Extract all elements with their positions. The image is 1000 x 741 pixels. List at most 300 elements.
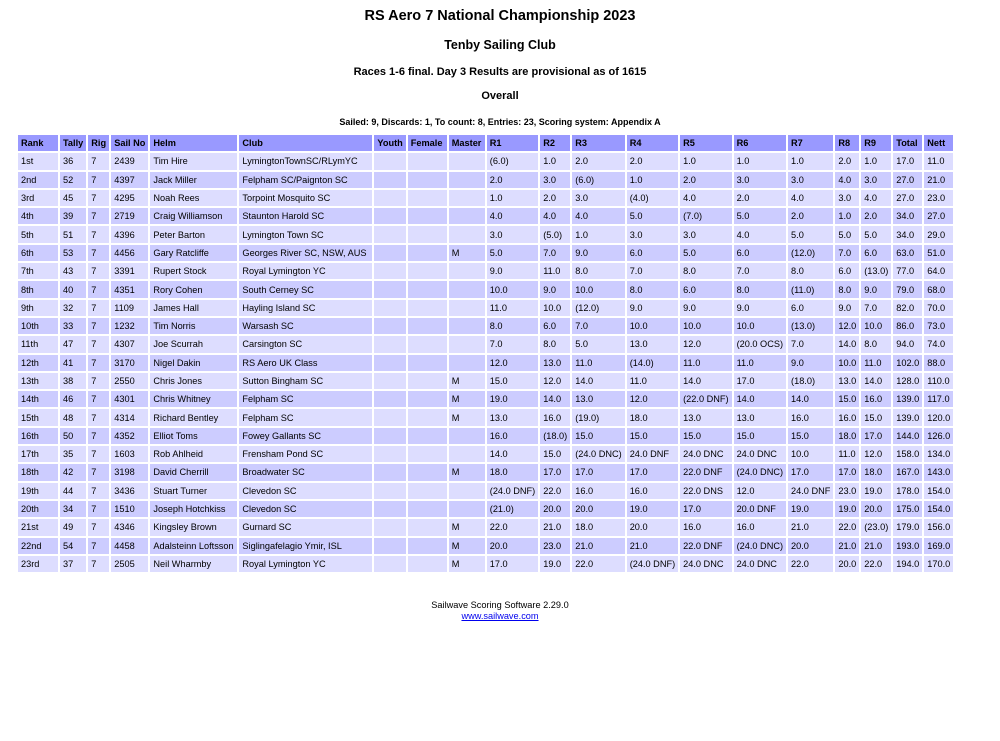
- cell-sail-no: 4396: [111, 226, 148, 242]
- cell-r4: 19.0: [627, 501, 678, 517]
- table-row: [18, 318, 953, 334]
- cell-r7: (12.0): [788, 245, 833, 261]
- series-summary: Sailed: 9, Discards: 1, To count: 8, Entries: 23, Scoring system: Appendix A: [339, 117, 661, 127]
- cell-youth: [374, 336, 405, 352]
- cell-nett: 29.0: [924, 226, 953, 242]
- cell-r8: 16.0: [835, 409, 859, 425]
- cell-helm: David Cherrill: [150, 464, 237, 480]
- cell-r8: 1.0: [835, 208, 859, 224]
- cell-rig: 7: [88, 226, 109, 242]
- cell-rig: 7: [88, 300, 109, 316]
- cell-club: Torpoint Mosquito SC: [239, 190, 372, 206]
- cell-r3: 20.0: [572, 501, 624, 517]
- cell-r4: (4.0): [627, 190, 678, 206]
- cell-r5: 13.0: [680, 409, 731, 425]
- cell-helm: Elliot Toms: [150, 428, 237, 444]
- table-row: [18, 464, 953, 480]
- cell-female: [408, 428, 447, 444]
- cell-rig: 7: [88, 501, 109, 517]
- cell-club: Siglingafelagio Ymir, ISL: [239, 538, 372, 554]
- cell-helm: Jack Miller: [150, 172, 237, 188]
- cell-helm: Rory Cohen: [150, 281, 237, 297]
- cell-r7: 15.0: [788, 428, 833, 444]
- section-title: Overall: [481, 90, 519, 102]
- cell-youth: [374, 263, 405, 279]
- cell-female: [408, 519, 447, 535]
- cell-r8: 2.0: [835, 153, 859, 169]
- cell-r8: 18.0: [835, 428, 859, 444]
- cell-r6: (24.0 DNC): [734, 464, 786, 480]
- cell-r4: 2.0: [627, 153, 678, 169]
- cell-r6: 7.0: [734, 263, 786, 279]
- cell-r7: 21.0: [788, 519, 833, 535]
- cell-rank: 22nd: [18, 538, 58, 554]
- cell-r5: (7.0): [680, 208, 731, 224]
- cell-r3: 21.0: [572, 538, 624, 554]
- cell-rig: 7: [88, 391, 109, 407]
- cell-r2: 21.0: [540, 519, 570, 535]
- cell-r4: 17.0: [627, 464, 678, 480]
- cell-r1: 2.0: [487, 172, 538, 188]
- cell-sail-no: 4314: [111, 409, 148, 425]
- cell-r1: 5.0: [487, 245, 538, 261]
- cell-r3: (12.0): [572, 300, 624, 316]
- cell-r3: 1.0: [572, 226, 624, 242]
- table-row: [18, 172, 953, 188]
- page-title: RS Aero 7 National Championship 2023: [364, 8, 636, 24]
- cell-r2: (18.0): [540, 428, 570, 444]
- cell-sail-no: 3436: [111, 483, 148, 499]
- cell-r5: 22.0 DNF: [680, 538, 731, 554]
- column-header-r4: R4: [627, 135, 678, 151]
- cell-youth: [374, 409, 405, 425]
- cell-r5: 17.0: [680, 501, 731, 517]
- cell-sail-no: 1603: [111, 446, 148, 462]
- cell-club: South Cerney SC: [239, 281, 372, 297]
- cell-rig: 7: [88, 373, 109, 389]
- cell-sail-no: 4307: [111, 336, 148, 352]
- cell-youth: [374, 208, 405, 224]
- cell-rank: 20th: [18, 501, 58, 517]
- cell-r1: 3.0: [487, 226, 538, 242]
- cell-r6: 3.0: [734, 172, 786, 188]
- cell-tally: 54: [60, 538, 86, 554]
- cell-r2: 17.0: [540, 464, 570, 480]
- cell-r8: 17.0: [835, 464, 859, 480]
- cell-r1: 17.0: [487, 556, 538, 572]
- table-row: [18, 355, 953, 371]
- cell-youth: [374, 428, 405, 444]
- cell-female: [408, 172, 447, 188]
- cell-r5: 24.0 DNC: [680, 556, 731, 572]
- cell-tally: 36: [60, 153, 86, 169]
- cell-r9: 22.0: [861, 556, 891, 572]
- cell-tally: 51: [60, 226, 86, 242]
- cell-female: [408, 263, 447, 279]
- cell-r7: 8.0: [788, 263, 833, 279]
- column-header-total: Total: [893, 135, 922, 151]
- cell-tally: 45: [60, 190, 86, 206]
- cell-r1: 10.0: [487, 281, 538, 297]
- cell-rig: 7: [88, 318, 109, 334]
- cell-master: [449, 501, 485, 517]
- cell-r2: 19.0: [540, 556, 570, 572]
- cell-r9: 17.0: [861, 428, 891, 444]
- cell-r5: 24.0 DNC: [680, 446, 731, 462]
- cell-r8: 6.0: [835, 263, 859, 279]
- cell-rank: 11th: [18, 336, 58, 352]
- cell-rank: 17th: [18, 446, 58, 462]
- cell-nett: 73.0: [924, 318, 953, 334]
- cell-sail-no: 2505: [111, 556, 148, 572]
- column-header-youth: Youth: [374, 135, 405, 151]
- cell-r7: 1.0: [788, 153, 833, 169]
- cell-rig: 7: [88, 263, 109, 279]
- cell-r7: 20.0: [788, 538, 833, 554]
- cell-r5: 9.0: [680, 300, 731, 316]
- cell-tally: 46: [60, 391, 86, 407]
- cell-r1: 19.0: [487, 391, 538, 407]
- cell-r9: (23.0): [861, 519, 891, 535]
- table-row: [18, 556, 953, 572]
- cell-r2: 2.0: [540, 190, 570, 206]
- cell-youth: [374, 373, 405, 389]
- cell-sail-no: 4346: [111, 519, 148, 535]
- cell-r4: 20.0: [627, 519, 678, 535]
- cell-total: 178.0: [893, 483, 922, 499]
- cell-helm: Neil Wharmby: [150, 556, 237, 572]
- cell-helm: Rob Ahlheid: [150, 446, 237, 462]
- table-row: [18, 373, 953, 389]
- cell-r3: 4.0: [572, 208, 624, 224]
- cell-r9: 14.0: [861, 373, 891, 389]
- cell-club: Georges River SC, NSW, AUS: [239, 245, 372, 261]
- cell-club: Felpham SC/Paignton SC: [239, 172, 372, 188]
- cell-master: [449, 263, 485, 279]
- cell-r7: 10.0: [788, 446, 833, 462]
- cell-r4: 13.0: [627, 336, 678, 352]
- cell-master: [449, 281, 485, 297]
- cell-r5: 15.0: [680, 428, 731, 444]
- cell-r1: 18.0: [487, 464, 538, 480]
- cell-r4: 12.0: [627, 391, 678, 407]
- cell-tally: 42: [60, 464, 86, 480]
- club-name: Tenby Sailing Club: [444, 38, 556, 52]
- cell-sail-no: 4351: [111, 281, 148, 297]
- cell-r5: 16.0: [680, 519, 731, 535]
- cell-helm: Noah Rees: [150, 190, 237, 206]
- cell-tally: 34: [60, 501, 86, 517]
- cell-rig: 7: [88, 483, 109, 499]
- cell-r2: 7.0: [540, 245, 570, 261]
- cell-helm: James Hall: [150, 300, 237, 316]
- column-header-r1: R1: [487, 135, 538, 151]
- cell-r8: 3.0: [835, 190, 859, 206]
- cell-r8: 13.0: [835, 373, 859, 389]
- cell-r7: 6.0: [788, 300, 833, 316]
- cell-r8: 8.0: [835, 281, 859, 297]
- cell-club: Lymington Town SC: [239, 226, 372, 242]
- cell-helm: Tim Hire: [150, 153, 237, 169]
- cell-rank: 3rd: [18, 190, 58, 206]
- cell-r4: (14.0): [627, 355, 678, 371]
- results-table: [16, 133, 955, 574]
- cell-r8: 10.0: [835, 355, 859, 371]
- cell-r1: (24.0 DNF): [487, 483, 538, 499]
- cell-r1: 12.0: [487, 355, 538, 371]
- cell-r8: 9.0: [835, 300, 859, 316]
- cell-club: Clevedon SC: [239, 483, 372, 499]
- cell-r1: (21.0): [487, 501, 538, 517]
- cell-rank: 23rd: [18, 556, 58, 572]
- column-header-r2: R2: [540, 135, 570, 151]
- cell-total: 139.0: [893, 409, 922, 425]
- cell-club: Warsash SC: [239, 318, 372, 334]
- cell-female: [408, 336, 447, 352]
- cell-master: [449, 208, 485, 224]
- cell-r8: 5.0: [835, 226, 859, 242]
- table-header-row: [18, 135, 953, 151]
- cell-helm: Joe Scurrah: [150, 336, 237, 352]
- cell-tally: 52: [60, 172, 86, 188]
- footer: [0, 600, 1000, 622]
- cell-r6: (20.0 OCS): [734, 336, 786, 352]
- cell-tally: 47: [60, 336, 86, 352]
- cell-r2: 11.0: [540, 263, 570, 279]
- cell-r6: 1.0: [734, 153, 786, 169]
- column-header-helm: Helm: [150, 135, 237, 151]
- cell-sail-no: 2550: [111, 373, 148, 389]
- cell-r6: 20.0 DNF: [734, 501, 786, 517]
- cell-rank: 18th: [18, 464, 58, 480]
- cell-sail-no: 2439: [111, 153, 148, 169]
- table-row: [18, 245, 953, 261]
- cell-r7: 2.0: [788, 208, 833, 224]
- cell-r9: 8.0: [861, 336, 891, 352]
- cell-r9: 12.0: [861, 446, 891, 462]
- cell-helm: Gary Ratcliffe: [150, 245, 237, 261]
- cell-total: 167.0: [893, 464, 922, 480]
- cell-tally: 48: [60, 409, 86, 425]
- cell-r4: 5.0: [627, 208, 678, 224]
- column-header-r9: R9: [861, 135, 891, 151]
- cell-sail-no: 3391: [111, 263, 148, 279]
- cell-r8: 12.0: [835, 318, 859, 334]
- cell-r2: 10.0: [540, 300, 570, 316]
- cell-r5: 1.0: [680, 153, 731, 169]
- cell-r2: 4.0: [540, 208, 570, 224]
- column-header-rank: Rank: [18, 135, 58, 151]
- cell-r5: 6.0: [680, 281, 731, 297]
- cell-total: 27.0: [893, 190, 922, 206]
- cell-rig: 7: [88, 208, 109, 224]
- cell-youth: [374, 300, 405, 316]
- cell-r7: 22.0: [788, 556, 833, 572]
- cell-rig: 7: [88, 464, 109, 480]
- cell-helm: Chris Jones: [150, 373, 237, 389]
- cell-youth: [374, 391, 405, 407]
- cell-rank: 8th: [18, 281, 58, 297]
- cell-r4: 21.0: [627, 538, 678, 554]
- cell-r3: 3.0: [572, 190, 624, 206]
- column-header-r5: R5: [680, 135, 731, 151]
- cell-female: [408, 300, 447, 316]
- cell-r2: (5.0): [540, 226, 570, 242]
- cell-master: [449, 318, 485, 334]
- cell-helm: Richard Bentley: [150, 409, 237, 425]
- cell-tally: 41: [60, 355, 86, 371]
- cell-total: 34.0: [893, 226, 922, 242]
- cell-r7: 3.0: [788, 172, 833, 188]
- cell-club: Clevedon SC: [239, 501, 372, 517]
- cell-sail-no: 1109: [111, 300, 148, 316]
- cell-helm: Stuart Turner: [150, 483, 237, 499]
- cell-r9: 3.0: [861, 172, 891, 188]
- cell-r9: 11.0: [861, 355, 891, 371]
- cell-r3: 5.0: [572, 336, 624, 352]
- cell-tally: 38: [60, 373, 86, 389]
- cell-r4: (24.0 DNF): [627, 556, 678, 572]
- cell-total: 27.0: [893, 172, 922, 188]
- sailwave-link[interactable]: www.sailwave.com: [461, 611, 539, 621]
- column-header-rig: Rig: [88, 135, 109, 151]
- column-header-r6: R6: [734, 135, 786, 151]
- results-status: Races 1-6 final. Day 3 Results are provisional as of 1615: [353, 66, 647, 78]
- cell-youth: [374, 172, 405, 188]
- cell-youth: [374, 501, 405, 517]
- cell-r3: 8.0: [572, 263, 624, 279]
- cell-rank: 13th: [18, 373, 58, 389]
- cell-r6: (24.0 DNC): [734, 538, 786, 554]
- cell-total: 175.0: [893, 501, 922, 517]
- cell-r8: 4.0: [835, 172, 859, 188]
- cell-r1: 7.0: [487, 336, 538, 352]
- table-row: [18, 190, 953, 206]
- cell-female: [408, 483, 447, 499]
- cell-r3: 13.0: [572, 391, 624, 407]
- cell-helm: Joseph Hotchkiss: [150, 501, 237, 517]
- cell-rig: 7: [88, 172, 109, 188]
- cell-r3: (19.0): [572, 409, 624, 425]
- cell-r6: 24.0 DNC: [734, 446, 786, 462]
- cell-r3: 15.0: [572, 428, 624, 444]
- cell-r7: 5.0: [788, 226, 833, 242]
- cell-rank: 5th: [18, 226, 58, 242]
- cell-female: [408, 391, 447, 407]
- cell-youth: [374, 464, 405, 480]
- cell-r6: 8.0: [734, 281, 786, 297]
- cell-helm: Chris Whitney: [150, 391, 237, 407]
- cell-r4: 7.0: [627, 263, 678, 279]
- cell-club: Staunton Harold SC: [239, 208, 372, 224]
- cell-r2: 14.0: [540, 391, 570, 407]
- cell-youth: [374, 226, 405, 242]
- cell-master: M: [449, 391, 485, 407]
- table-row: [18, 226, 953, 242]
- table-row: [18, 300, 953, 316]
- cell-total: 179.0: [893, 519, 922, 535]
- cell-club: Royal Lymington YC: [239, 263, 372, 279]
- cell-female: [408, 501, 447, 517]
- cell-total: 63.0: [893, 245, 922, 261]
- cell-r1: 22.0: [487, 519, 538, 535]
- cell-tally: 40: [60, 281, 86, 297]
- cell-r2: 1.0: [540, 153, 570, 169]
- cell-youth: [374, 519, 405, 535]
- table-row: [18, 391, 953, 407]
- table-row: [18, 446, 953, 462]
- cell-r3: 14.0: [572, 373, 624, 389]
- cell-master: M: [449, 556, 485, 572]
- cell-total: 77.0: [893, 263, 922, 279]
- cell-r1: 11.0: [487, 300, 538, 316]
- cell-r3: 7.0: [572, 318, 624, 334]
- cell-total: 94.0: [893, 336, 922, 352]
- cell-r6: 5.0: [734, 208, 786, 224]
- cell-club: Broadwater SC: [239, 464, 372, 480]
- cell-r5: 2.0: [680, 172, 731, 188]
- cell-r2: 3.0: [540, 172, 570, 188]
- table-row: [18, 336, 953, 352]
- cell-r4: 3.0: [627, 226, 678, 242]
- cell-rig: 7: [88, 355, 109, 371]
- cell-tally: 39: [60, 208, 86, 224]
- cell-r5: 4.0: [680, 190, 731, 206]
- cell-club: RS Aero UK Class: [239, 355, 372, 371]
- cell-female: [408, 556, 447, 572]
- cell-r7: 14.0: [788, 391, 833, 407]
- cell-r7: 16.0: [788, 409, 833, 425]
- cell-total: 144.0: [893, 428, 922, 444]
- cell-youth: [374, 190, 405, 206]
- cell-sail-no: 1232: [111, 318, 148, 334]
- cell-master: [449, 226, 485, 242]
- cell-female: [408, 373, 447, 389]
- cell-r9: 15.0: [861, 409, 891, 425]
- cell-r9: 18.0: [861, 464, 891, 480]
- cell-tally: 35: [60, 446, 86, 462]
- cell-r6: 15.0: [734, 428, 786, 444]
- cell-sail-no: 2719: [111, 208, 148, 224]
- cell-master: M: [449, 538, 485, 554]
- cell-tally: 37: [60, 556, 86, 572]
- cell-r9: (13.0): [861, 263, 891, 279]
- cell-female: [408, 446, 447, 462]
- cell-nett: 88.0: [924, 355, 953, 371]
- cell-tally: 43: [60, 263, 86, 279]
- cell-r9: 1.0: [861, 153, 891, 169]
- table-row: [18, 428, 953, 444]
- cell-rank: 16th: [18, 428, 58, 444]
- cell-r9: 19.0: [861, 483, 891, 499]
- cell-tally: 33: [60, 318, 86, 334]
- cell-r3: (6.0): [572, 172, 624, 188]
- cell-rig: 7: [88, 538, 109, 554]
- cell-r8: 20.0: [835, 556, 859, 572]
- cell-rank: 7th: [18, 263, 58, 279]
- cell-r5: 14.0: [680, 373, 731, 389]
- table-row: [18, 519, 953, 535]
- cell-r8: 21.0: [835, 538, 859, 554]
- table-row: [18, 208, 953, 224]
- cell-total: 194.0: [893, 556, 922, 572]
- column-header-master: Master: [449, 135, 485, 151]
- cell-rig: 7: [88, 153, 109, 169]
- cell-r9: 9.0: [861, 281, 891, 297]
- cell-nett: 110.0: [924, 373, 953, 389]
- cell-r8: 15.0: [835, 391, 859, 407]
- cell-r1: 8.0: [487, 318, 538, 334]
